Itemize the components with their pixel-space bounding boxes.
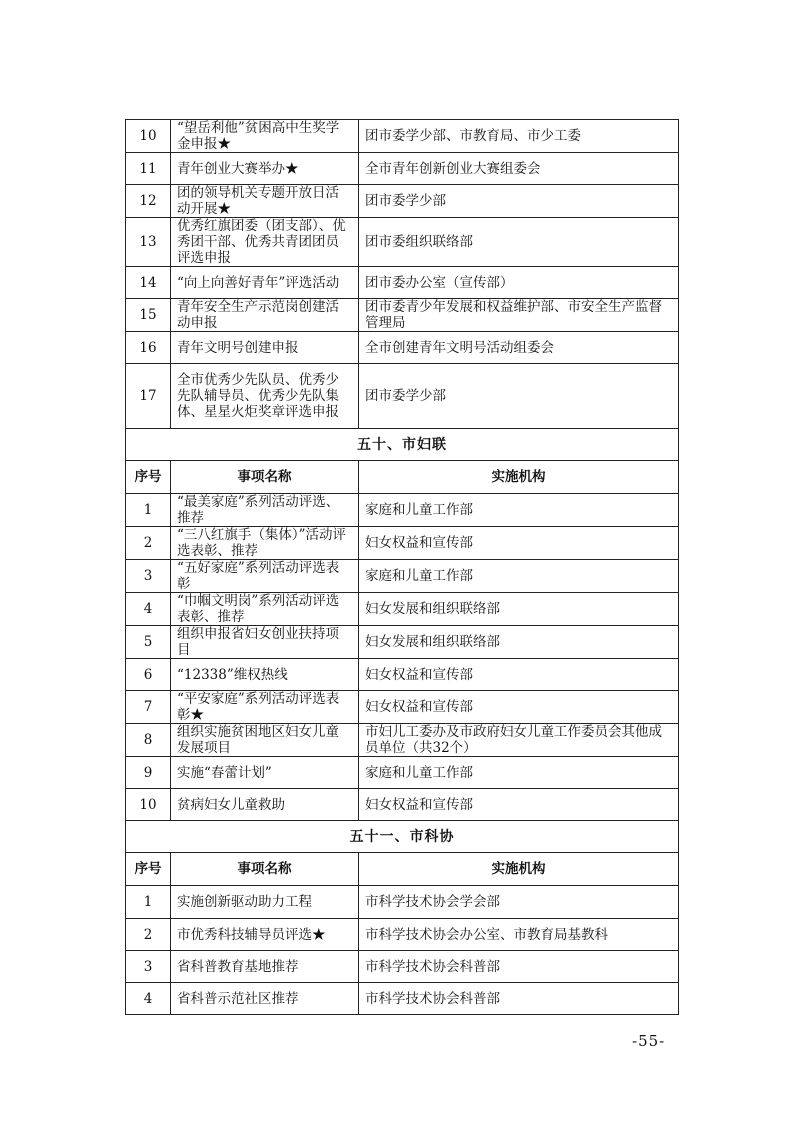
implementing-agency: 团市委青少年发展和权益维护部、市安全生产监督管理局 [359, 299, 679, 332]
implementing-agency: 市科学技术协会办公室、市教育局基教科 [359, 919, 679, 951]
table-row [126, 364, 679, 429]
matter-name: 组织实施贫困地区妇女儿童发展项目 [171, 724, 359, 757]
implementing-agency: 家庭和儿童工作部 [359, 757, 679, 789]
implementing-agency: 妇女权益和宣传部 [359, 691, 679, 724]
table-row [126, 659, 679, 691]
row-number: 5 [126, 626, 171, 659]
row-number: 8 [126, 724, 171, 757]
row-number: 7 [126, 691, 171, 724]
row-number: 4 [126, 983, 171, 1015]
implementing-agency: 家庭和儿童工作部 [359, 494, 679, 527]
implementing-agency: 市妇儿工委办及市政府妇女儿童工作委员会其他成员单位（共32个） [359, 724, 679, 757]
matter-name: “12338”维权热线 [171, 659, 359, 691]
matter-name: 省科普示范社区推荐 [171, 983, 359, 1015]
implementing-agency: 市科学技术协会学会部 [359, 886, 679, 919]
implementing-agency: 妇女发展和组织联络部 [359, 626, 679, 659]
matter-name: 省科普教育基地推荐 [171, 951, 359, 983]
row-number: 17 [126, 364, 171, 429]
section-title: 五十、市妇联 [126, 429, 679, 461]
section-row [126, 429, 679, 461]
table-row [126, 218, 679, 267]
row-number: 13 [126, 218, 171, 267]
matter-name: “平安家庭”系列活动评选表彰★ [171, 691, 359, 724]
row-number: 16 [126, 332, 171, 364]
header-org: 实施机构 [359, 853, 679, 886]
matter-name: 实施创新驱动助力工程 [171, 886, 359, 919]
row-number: 10 [126, 120, 171, 153]
row-number: 2 [126, 527, 171, 560]
row-number: 14 [126, 267, 171, 299]
header-name: 事项名称 [171, 853, 359, 886]
table-row [126, 691, 679, 724]
table-row [126, 560, 679, 593]
header-row [126, 853, 679, 886]
table-row [126, 494, 679, 527]
table-row [126, 626, 679, 659]
matter-name: 贫病妇女儿童救助 [171, 789, 359, 821]
table-row [126, 789, 679, 821]
table-row [126, 527, 679, 560]
implementing-agency: 妇女权益和宣传部 [359, 527, 679, 560]
implementing-agency: 团市委组织联络部 [359, 218, 679, 267]
table-row [126, 153, 679, 185]
implementing-agency: 妇女权益和宣传部 [359, 659, 679, 691]
row-number: 11 [126, 153, 171, 185]
header-no: 序号 [126, 461, 171, 494]
row-number: 3 [126, 560, 171, 593]
header-name: 事项名称 [171, 461, 359, 494]
implementing-agency: 市科学技术协会科普部 [359, 951, 679, 983]
matter-name: 团的领导机关专题开放日活动开展★ [171, 185, 359, 218]
matter-name: 实施“春蕾计划” [171, 757, 359, 789]
header-row [126, 461, 679, 494]
implementing-agency: 全市青年创新创业大赛组委会 [359, 153, 679, 185]
matters-table [125, 119, 679, 1015]
section-title: 五十一、市科协 [126, 821, 679, 853]
table-row [126, 983, 679, 1015]
table-row [126, 332, 679, 364]
table-row [126, 886, 679, 919]
implementing-agency: 妇女权益和宣传部 [359, 789, 679, 821]
matter-name: 优秀红旗团委（团支部）、优秀团干部、优秀共青团团员评选申报 [171, 218, 359, 267]
row-number: 3 [126, 951, 171, 983]
table-row [126, 757, 679, 789]
row-number: 9 [126, 757, 171, 789]
row-number: 12 [126, 185, 171, 218]
header-no: 序号 [126, 853, 171, 886]
table-row [126, 724, 679, 757]
matter-name: “三八红旗手（集体）”活动评选表彰、推荐 [171, 527, 359, 560]
page-number: -55- [632, 1032, 666, 1050]
row-number: 10 [126, 789, 171, 821]
table-row [126, 299, 679, 332]
row-number: 4 [126, 593, 171, 626]
table-row [126, 951, 679, 983]
implementing-agency: 全市创建青年文明号活动组委会 [359, 332, 679, 364]
row-number: 6 [126, 659, 171, 691]
implementing-agency: 团市委办公室（宣传部） [359, 267, 679, 299]
row-number: 1 [126, 494, 171, 527]
table-row [126, 267, 679, 299]
matter-name: “五好家庭”系列活动评选表彰 [171, 560, 359, 593]
section-row [126, 821, 679, 853]
implementing-agency: 团市委学少部 [359, 364, 679, 429]
table-row [126, 919, 679, 951]
matter-name: “巾帼文明岗”系列活动评选表彰、推荐 [171, 593, 359, 626]
implementing-agency: 妇女发展和组织联络部 [359, 593, 679, 626]
matter-name: 青年文明号创建申报 [171, 332, 359, 364]
matter-name: 组织申报省妇女创业扶持项目 [171, 626, 359, 659]
implementing-agency: 团市委学少部 [359, 185, 679, 218]
matter-name: “最美家庭”系列活动评选、推荐 [171, 494, 359, 527]
header-org: 实施机构 [359, 461, 679, 494]
implementing-agency: 家庭和儿童工作部 [359, 560, 679, 593]
row-number: 2 [126, 919, 171, 951]
matter-name: “望岳利他”贫困高中生奖学金申报★ [171, 120, 359, 153]
matter-name: “向上向善好青年”评选活动 [171, 267, 359, 299]
table-row [126, 185, 679, 218]
table-row [126, 593, 679, 626]
table-row [126, 120, 679, 153]
matter-name: 青年创业大赛举办★ [171, 153, 359, 185]
matter-name: 青年安全生产示范岗创建活动申报 [171, 299, 359, 332]
implementing-agency: 团市委学少部、市教育局、市少工委 [359, 120, 679, 153]
row-number: 15 [126, 299, 171, 332]
matter-name: 全市优秀少先队员、优秀少先队辅导员、优秀少先队集体、星星火炬奖章评选申报 [171, 364, 359, 429]
matter-name: 市优秀科技辅导员评选★ [171, 919, 359, 951]
row-number: 1 [126, 886, 171, 919]
implementing-agency: 市科学技术协会科普部 [359, 983, 679, 1015]
